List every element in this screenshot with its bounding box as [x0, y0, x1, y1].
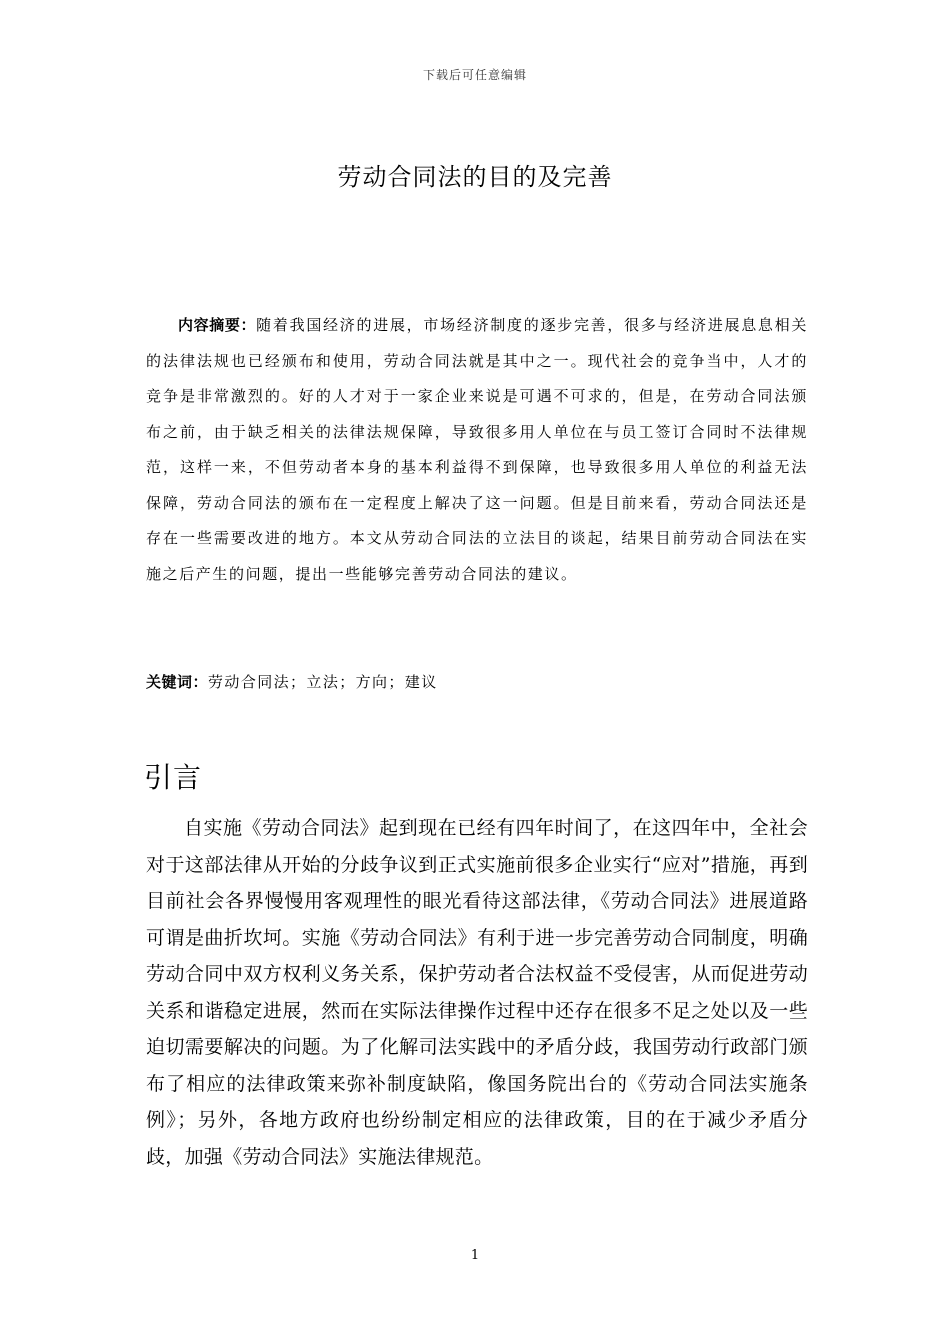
abstract-label: 内容摘要： [178, 316, 257, 334]
intro-paragraph: 自实施《劳动合同法》起到现在已经有四年时间了，在这四年中，全社会对于这部法律从开始的分歧争议到正式实施前很多企业实行“应对”措施，再到目前社会各界慢慢用客观理性的眼光看待这部法律，《劳动合同法》进展道路可谓是曲折坎坷。实施《劳动合同法》有利于进一步完善劳动合同制度，明确劳动合同中双方权利义务关系，保护劳动者合法权益不受侵害，从而促进劳动关系和谐稳定进展，然而在实际法律操作过程中还存在很多不足之处以及一些迫切需要解决的问题。为了化解司法实践中的矛盾分歧，我国劳动行政部门颁布了相应的法律政策来弥补制度缺陷，像国务院出台的《劳动合同法实施条例》；另外，各地方政府也纷纷制定相应的法律政策，目的在于减少矛盾分歧，加强《劳动合同法》实施法律规范。 [146, 817, 808, 1168]
page-number: 1 [470, 1248, 480, 1263]
section-heading: 引言 [144, 761, 203, 794]
keywords-label: 关键词： [146, 673, 209, 691]
keywords-text: 劳动合同法；立法；方向；建议 [208, 673, 438, 691]
abstract-text: 随着我国经济的进展，市场经济制度的逐步完善，很多与经济进展息息相关的法律法规也已经颁布和使用，劳动合同法就是其中之一。现代社会的竞争当中，人才的竞争是非常激烈的。好的人才对于一家企业来说是可遇不可求的，但是，在劳动合同法颁布之前，由于缺乏相关的法律法规保障，导致很多用人单位在与员工签订合同时不法律规范，这样一来，不但劳动者本身的基本利益得不到保障，也导致很多用人单位的利益无法保障，劳动合同法的颁布在一定程度上解决了这一问题。但是目前来看，劳动合同法还是存在一些需要改进的地方。本文从劳动合同法的立法目的谈起，结果目前劳动合同法在实施之后产生的问题，提出一些能够完善劳动合同法的建议。 [146, 316, 808, 583]
keywords [146, 670, 808, 694]
header-note: 下载后可任意编辑 [422, 68, 527, 82]
abstract [146, 308, 808, 592]
page-title: 劳动合同法的目的及完善 [337, 163, 613, 191]
